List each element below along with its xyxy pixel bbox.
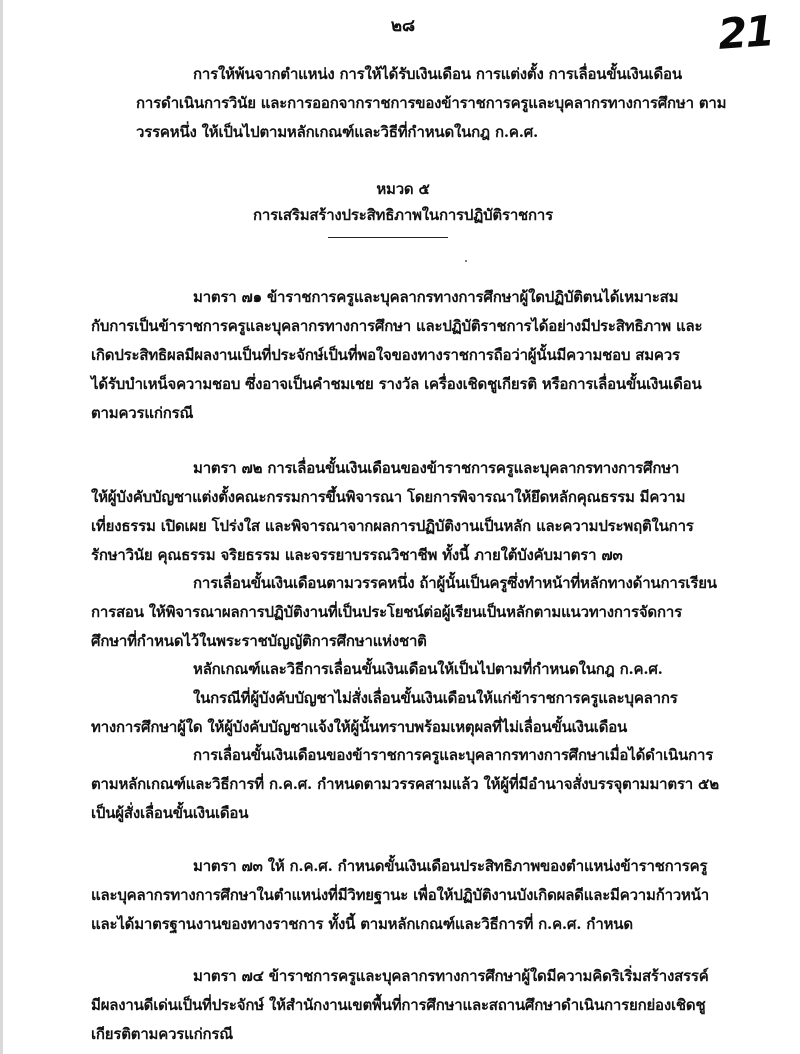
chapter-title: การเสริมสร้างประสิทธิภาพในการปฏิบัติราชการ [253,206,553,224]
text-line: กับการเป็นข้าราชการครูและบุคลากรทางการศึกษา และปฏิบัติราชการได้อย่างมีประสิทธิภาพ และ [91,317,703,335]
text-line: การสอน ให้พิจารณาผลการปฏิบัติงานที่เป็นประโยชน์ต่อผู้เรียนเป็นหลักตามแนวทางการจัดการ [91,603,682,621]
text-line: ให้ผู้บังคับบัญชาแต่งตั้งคณะกรรมการขึ้นพิจารณา โดยการพิจารณาให้ยึดหลักคุณธรรม มีความ [91,488,686,506]
text-line: การดำเนินการวินัย และการออกจากราชการของข้าราชการครูและบุคลากรทางการศึกษา ตาม [136,94,727,112]
scan-speck [465,260,467,262]
text-line: เป็นผู้สั่งเลื่อนขั้นเงินเดือน [91,804,249,822]
text-line: และบุคลากรทางการศึกษาในตำแหน่งที่มีวิทยฐานะ เพื่อให้ปฏิบัติงานบังเกิดผลดีและมีความก้าวหน้า [91,886,709,904]
text-line: เที่ยงธรรม เปิดเผย โปร่งใส และพิจารณาจากผลการปฏิบัติงานเป็นหลัก และความประพฤติในการ [91,517,694,535]
text-line: มีผลงานดีเด่นเป็นที่ประจักษ์ ให้สำนักงานเขตพื้นที่การศึกษาและสถานศึกษาดำเนินการยกย่องเชิดชู [91,996,706,1014]
text-line: มาตรา ๗๓ ให้ ก.ค.ศ. กำหนดขั้นเงินเดือนประสิทธิภาพของตำแหน่งข้าราชการครู [193,857,708,875]
text-line: มาตรา ๗๒ การเลื่อนขั้นเงินเดือนของข้าราชการครูและบุคลากรทางการศึกษา [193,459,680,477]
text-line: เกียรติตามควรแก่กรณี [91,1025,233,1043]
text-line: ตามควรแก่กรณี [91,404,194,422]
text-line: และได้มาตรฐานงานของทางราชการ ทั้งนี้ ตามหลักเกณฑ์และวิธีการที่ ก.ค.ศ. กำหนด [91,915,633,933]
text-line: มาตรา ๗๔ ข้าราชการครูและบุคลากรทางการศึกษาผู้ใดมีความคิดริเริ่มสร้างสรรค์ [193,967,709,985]
text-line: ในกรณีที่ผู้บังคับบัญชาไม่สั่งเลื่อนขั้นเงินเดือนให้แก่ข้าราชการครูและบุคลากร [193,689,678,707]
text-line: วรรคหนึ่ง ให้เป็นไปตามหลักเกณฑ์และวิธีที่กำหนดในกฎ ก.ค.ศ. [136,123,539,141]
text-line: มาตรา ๗๑ ข้าราชการครูและบุคลากรทางการศึกษาผู้ใดปฏิบัติตนได้เหมาะสม [193,288,679,306]
text-line: การให้พ้นจากตำแหน่ง การให้ได้รับเงินเดือน การแต่งตั้ง การเลื่อนขั้นเงินเดือน [193,65,682,83]
text-line: ศึกษาที่กำหนดไว้ในพระราชบัญญัติการศึกษาแห่งชาติ [91,632,427,650]
heading-divider [328,237,448,238]
text-line: ตามหลักเกณฑ์และวิธีการที่ ก.ค.ศ. กำหนดตามวรรคสามแล้ว ให้ผู้ที่มีอำนาจสั่งบรรจุตามมาตรา ๕๒ [91,775,719,793]
text-line: หลักเกณฑ์และวิธีการเลื่อนขั้นเงินเดือนให้เป็นไปตามที่กำหนดในกฎ ก.ค.ศ. [193,660,663,678]
chapter-number: หมวด ๕ [376,180,430,198]
text-line: การเลื่อนขั้นเงินเดือนของข้าราชการครูและบุคลากรทางการศึกษาเมื่อได้ดำเนินการ [193,746,714,764]
text-line: ทางการศึกษาผู้ใด ให้ผู้บังคับบัญชาแจ้งให้ผู้นั้นทราบพร้อมเหตุผลที่ไม่เลื่อนขั้นเงินเดือน [91,718,628,736]
text-line: รักษาวินัย คุณธรรม จริยธรรม และจรรยาบรรณวิชาชีพ ทั้งนี้ ภายใต้บังคับมาตรา ๗๓ [91,546,623,564]
handwritten-page-number: 21 [715,6,774,59]
text-line: การเลื่อนขั้นเงินเดือนตามวรรคหนึ่ง ถ้าผู้นั้นเป็นครูซึ่งทำหน้าที่หลักทางด้านการเรียน [193,574,717,592]
text-line: เกิดประสิทธิผลมีผลงานเป็นที่ประจักษ์เป็นที่พอใจของทางราชการถือว่าผู้นั้นมีความชอบ สมควร [91,346,680,364]
text-line: ได้รับบำเหน็จความชอบ ซึ่งอาจเป็นคำชมเชย รางวัล เครื่องเชิดชูเกียรติ หรือการเลื่อนขั้นเงินเดือน [91,375,702,393]
page-number: ๒๘ [390,16,416,36]
